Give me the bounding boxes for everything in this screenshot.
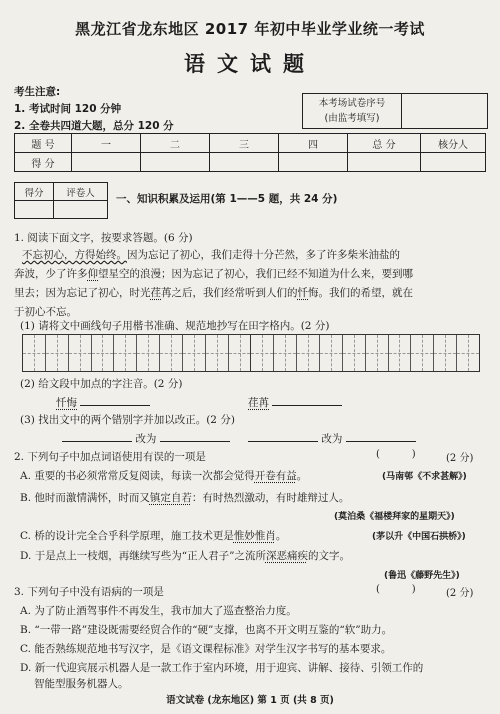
q1-correct-char-blank-2[interactable]	[346, 431, 416, 442]
q3-points: (2 分)	[446, 588, 474, 599]
q1-prompt: 1. 阅读下面文字，按要求答题。(6 分)	[14, 232, 193, 244]
q2-option-d: D. 于是点上一枝烟，再继续写些为“正人君子”之流所深恶痛疾的文字。	[20, 550, 350, 562]
score-row-label: 得 分	[15, 153, 72, 172]
q1-pinyin-blank-a[interactable]	[80, 405, 150, 406]
score-header-cell: 核分人	[421, 134, 486, 153]
section-1-title: 一、知识积累及运用(第 1——5 题，共 24 分)	[116, 193, 338, 205]
q1-wrong-char-blank-2[interactable]	[248, 431, 318, 442]
q2-option-a-source: (马南邨《不求甚解》)	[382, 472, 467, 482]
score-header-cell: 题 号	[15, 134, 72, 153]
score-cell	[279, 153, 348, 172]
score-table	[14, 133, 486, 172]
q2-points: (2 分)	[446, 453, 474, 464]
q2-option-b: B. 他时而激情满怀，时而又镇定自若：有时热烈激动，有时雄辩过人。	[20, 492, 350, 504]
exam-title: 黑龙江省龙东地区 2017 年初中毕业学业统一考试	[75, 20, 425, 38]
score-table-row	[15, 153, 486, 172]
grader-name-cell	[54, 201, 108, 219]
score-header-cell: 二	[141, 134, 210, 153]
q1-sub-3: (3) 找出文中的两个错别字并加以改正。(2 分)	[20, 414, 235, 426]
score-cell	[348, 153, 421, 172]
q1-correction-row: 改为	[62, 431, 230, 446]
q2-prompt: 2. 下列句子中加点词语使用有误的一项是	[14, 451, 206, 463]
q3-option-b: B. “一带一路”建设既需要经贸合作的“硬”支撑，也离不开文明互鉴的“软”助力。	[20, 624, 393, 636]
q1-passage-line-2: 奔波，少了许多仰望星空的浪漫；因为忘记了初心，我们已经不知道为什么来，要到哪	[14, 268, 413, 280]
grader-name-label: 评卷人	[54, 183, 108, 201]
notice-item-2: 2. 全卷共四道大题，总分 120 分	[14, 120, 174, 132]
notice-heading: 考生注意:	[14, 86, 61, 98]
q3-prompt: 3. 下列句子中没有语病的一项是	[14, 586, 164, 598]
score-header-cell: 一	[72, 134, 141, 153]
q2-option-c: C. 桥的设计完全合乎科学原理，施工技术更是惟妙惟肖。	[20, 530, 287, 542]
q1-pinyin-blank-b[interactable]	[272, 405, 342, 406]
q1-passage-line-1: 不忘初心，方得始终。因为忘记了初心，我们走得十分芒然，多了许多柴米油盐的	[22, 249, 400, 261]
q2-option-d-source: (鲁迅《藤野先生》)	[384, 571, 460, 581]
q1-correct-char-blank-1[interactable]	[160, 431, 230, 442]
q1-sub-1: (1) 请将文中画线句子用楷书准确、规范地抄写在田字格内。(2 分)	[20, 320, 330, 332]
q3-option-d-cont: 智能型服务机器人。	[34, 678, 129, 690]
q1-underlined-sentence: 不忘初心，方得始终。	[22, 249, 127, 261]
subject-title: 语文试题	[184, 51, 316, 76]
q1-passage-line-3: 里去；因为忘记了初心，时光荏苒之后，我们经常听到人们的忏悔。我们的希望，就在	[14, 287, 413, 299]
q1-sub-2: (2) 给文段中加点的字注音。(2 分)	[20, 378, 183, 390]
q2-option-a: A. 重要的书必须常常反复阅读，每读一次都会觉得开卷有益。	[20, 470, 308, 482]
q2-option-b-source: (莫泊桑《福楼拜家的星期天》)	[334, 512, 455, 522]
grader-table	[14, 182, 108, 219]
score-header-cell: 四	[279, 134, 348, 153]
q1-word-a: 忏悔	[56, 397, 77, 409]
score-header-cell: 总 分	[348, 134, 421, 153]
q2-option-c-source: (茅以升《中国石拱桥》)	[372, 532, 466, 542]
serial-number-box	[302, 93, 488, 129]
q3-answer-blank[interactable]: ( )	[376, 584, 416, 595]
q2-answer-blank[interactable]: ( )	[376, 449, 416, 460]
tianzige-grid[interactable]	[22, 334, 480, 372]
q3-option-c: C. 能否熟练规范地书写汉字，是《语文课程标准》对学生汉字书写的基本要求。	[20, 643, 392, 655]
score-table-header	[15, 134, 486, 153]
q1-passage-line-4: 于初心不忘。	[14, 306, 77, 318]
q1-wrong-char-blank-1[interactable]	[62, 431, 132, 442]
score-cell	[421, 153, 486, 172]
grader-score-label: 得分	[15, 183, 54, 201]
score-header-cell: 三	[210, 134, 279, 153]
grader-score-cell	[15, 201, 54, 219]
score-cell	[141, 153, 210, 172]
score-cell	[72, 153, 141, 172]
q3-option-a: A. 为了防止酒驾事件不再发生，我市加大了巡查整治力度。	[20, 605, 297, 617]
page-footer: 语文试卷 (龙东地区) 第 1 页 (共 8 页)	[166, 695, 334, 706]
q1-word-b: 荏苒	[248, 397, 269, 409]
score-cell	[210, 153, 279, 172]
serial-number-label: 本考场试卷序号 (由监考填写)	[303, 94, 402, 128]
notice-item-1: 1. 考试时间 120 分钟	[14, 103, 122, 115]
q3-option-d: D. 新一代迎宾展示机器人是一款工作于室内环境，用于迎宾、讲解、接待、引领工作的	[20, 662, 424, 674]
q1-correction-row-2: 改为	[248, 431, 416, 446]
